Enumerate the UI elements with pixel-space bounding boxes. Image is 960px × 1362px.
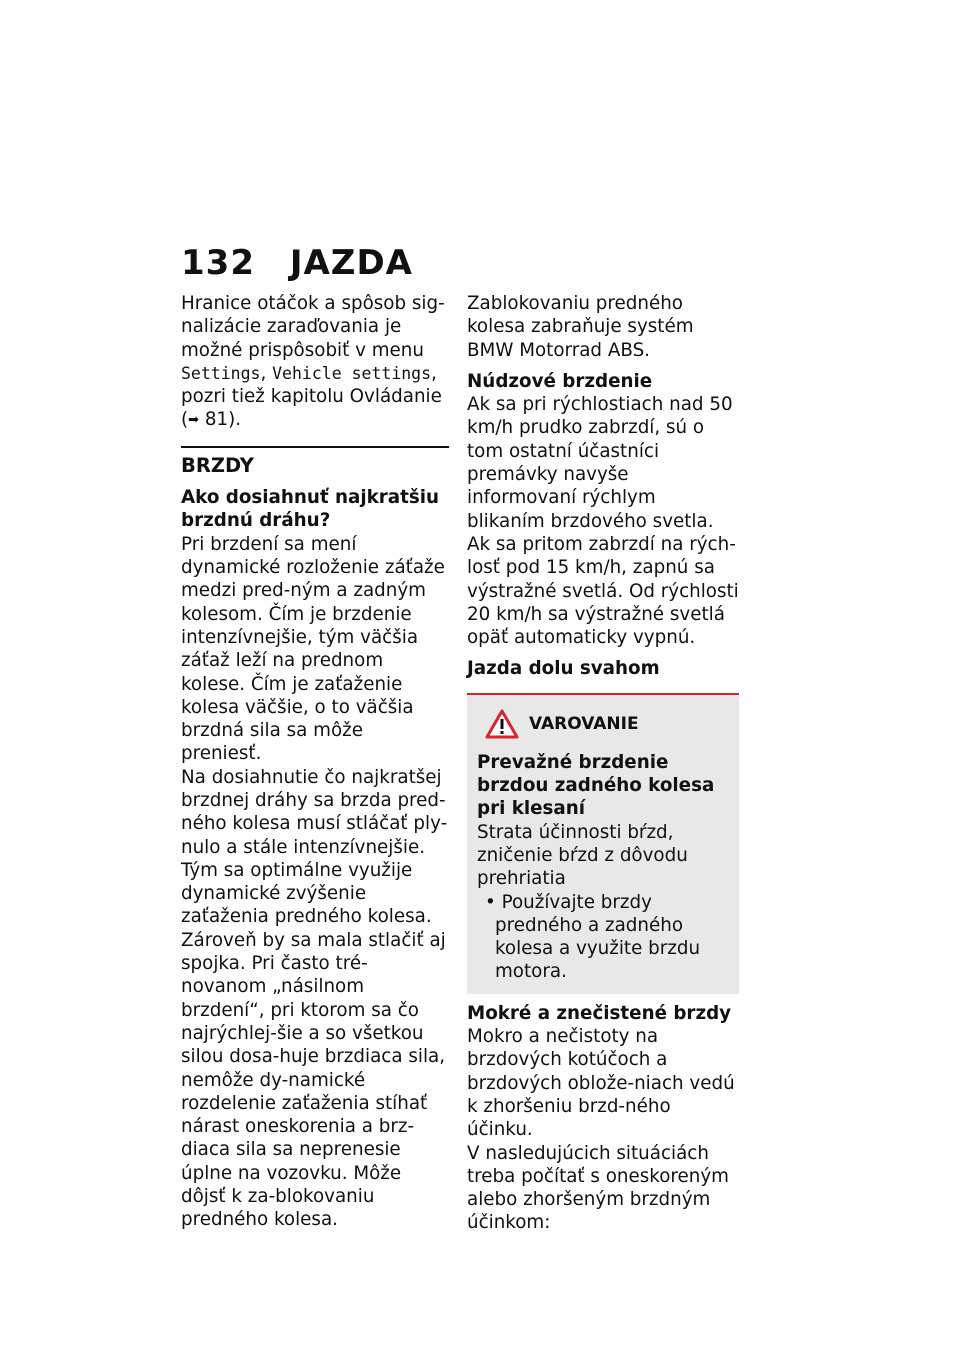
emergency-paragraph-1: Ak sa pri rýchlostiach nad 50 km/h prudko zabrzdí, sú o tom ostatní účastníci premávky navyše informovaní rýchlym blikaním brzdového svetla. [467, 394, 733, 532]
intro-text-before: Hranice otáčok a spôsob sig-nalizácie zaraďovania je možné prispôsobiť v menu [181, 293, 445, 361]
page-header [181, 243, 413, 283]
warning-triangle-icon [485, 709, 519, 739]
chapter-title: JAZDA [289, 243, 413, 283]
wet-brakes-heading: Mokré a znečistené brzdy [467, 1002, 732, 1024]
wet-paragraph-1: Mokro a nečistoty na brzdových kotúčoch a brzdových oblože-niach vedú k zhoršeniu brzd-ného účinku. [467, 1026, 735, 1141]
right-column [467, 292, 739, 1235]
warning-label: VAROVANIE [529, 713, 639, 734]
reference-arrow-icon: ➡ [188, 412, 200, 428]
warning-box [467, 693, 739, 994]
emergency-heading: Núdzové brzdenie [467, 370, 653, 392]
warning-bullet: • Používajte brzdy predného a zadného kolesa a využite brzdu motora. [485, 891, 701, 983]
downhill-heading: Jazda dolu svahom [467, 658, 660, 680]
warning-bullet-text: Používajte brzdy predného a zadného kolesa a využite brzdu motora. [495, 891, 701, 983]
warning-title: Prevažné brzdenie brzdou zadného kolesa pri klesaní [477, 751, 715, 820]
menu-vehicle-settings: Vehicle settings [272, 363, 432, 383]
section-title: BRZDY [181, 454, 254, 478]
wet-paragraph-2: V nasledujúcich situáciách treba počítať s oneskoreným alebo zhoršeným brzdným účinkom: [467, 1142, 729, 1234]
warning-header [485, 709, 729, 739]
section-divider [181, 446, 449, 448]
menu-settings: Settings [181, 363, 261, 383]
intro-reference: 81). [204, 409, 242, 431]
intro-paragraph: Hranice otáčok a spôsob sig-nalizácie zaraďovania je možné prispôsobiť v menu Settings, Vehicle settings, pozri tiež kapitolu Ovládanie (➡ 81). [181, 293, 445, 431]
left-column [181, 292, 449, 1232]
warning-text: Strata účinnosti bŕzd, zničenie bŕzd z dôvodu prehriatia [477, 821, 688, 890]
subheading: Ako dosiahnuť najkratšiu brzdnú dráhu? [181, 487, 440, 532]
page-number: 132 [181, 243, 255, 283]
intro-comma: , [260, 362, 267, 384]
paragraph-2: Na dosiahnutie čo najkratšej brzdnej dráhy sa brzda pred-ného kolesa musí stláčať ply-nulo a stále intenzívnejšie. Tým sa optimálne využije dynamické zvýšenie zaťaženia predného kolesa. Zároveň by sa mala stlačiť aj spojka. Pri často tré-novanom „násilnom brzdení“, pri ktorom sa čo najrýchlej-šie a so všetkou silou dosa-huje brzdiaca sila, nemôže dy-namické rozdelenie zaťaženia stíhať nárast oneskorenia a brz-diaca sila sa neprenesie úplne na vozovku. Môže dôjsť k za-blokovaniu predného kolesa. [181, 766, 448, 1231]
emergency-paragraph-2: Ak sa pritom zabrzdí na rých-losť pod 15 km/h, zapnú sa výstražné svetlá. Od rýchlosti 20 km/h sa výstražné svetlá opäť automaticky vypnú. [467, 533, 739, 649]
abs-paragraph: Zablokovaniu predného kolesa zabraňuje systém BMW Motorrad ABS. [467, 293, 694, 361]
paragraph-1: Pri brzdení sa mení dynamické rozloženie záťaže medzi pred-ným a zadným kolesom. Čím je brzdenie intenzívnejšie, tým väčšia záťaž leží na prednom kolese. Čím je zaťaženie kolesa väčšie, o to väčšia brzdná sila sa môže preniesť. [181, 533, 445, 765]
intro-text-after: , pozri tiež kapitolu Ovládanie [181, 362, 442, 408]
